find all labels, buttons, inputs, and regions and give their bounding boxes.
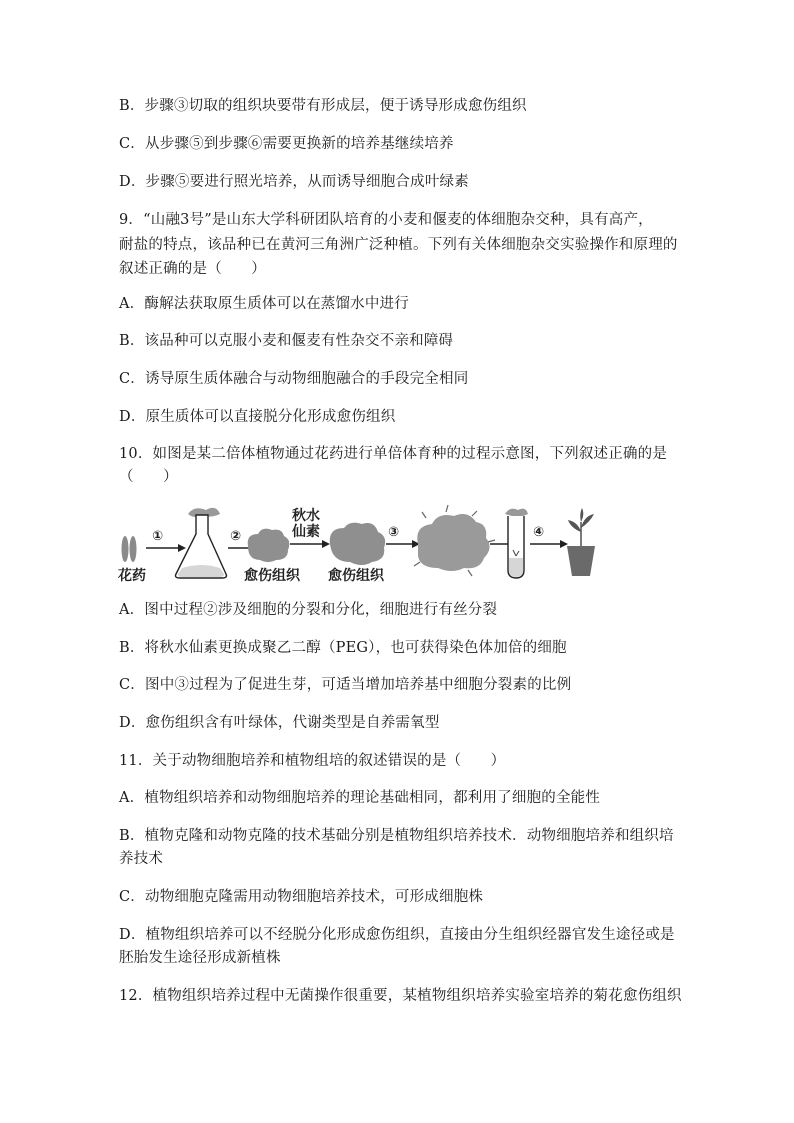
option-11b-line-2: 养技术 [119,851,164,867]
option-10a: A．图中过程②涉及细胞的分裂和分化，细胞进行有丝分裂 [119,602,498,618]
flask-icon [176,508,227,578]
question-11: 11．关于动物细胞培养和植物组培的叙述错误的是（ ） [119,753,506,769]
anther-shape [130,536,137,562]
option-9d: D．原生质体可以直接脱分化形成愈伤组织 [119,409,396,425]
option-11d-line-2: 胚胎发生途径形成新植株 [119,950,281,966]
option-9a: A．酶解法获取原生质体可以在蒸馏水中进行 [119,296,409,312]
arrow-3-head [322,540,330,548]
option-10d: D．愈伤组织含有叶绿体，代谢类型是自养需氧型 [119,715,440,731]
question-10-line-2: （ ） [119,469,178,485]
haploid-breeding-diagram [116,502,616,586]
step-4-label: ④ [533,525,545,540]
callus-2-icon [330,523,385,565]
label-anther: 花药 [118,568,146,584]
option-10c: C．图中③过程为了促进生芽，可适当增加培养基中细胞分裂素的比例 [119,677,572,693]
potted-plant-icon [567,508,595,576]
question-12: 12．植物组织培养过程中无菌操作很重要，某植物组织培养实验室培养的菊花愈伤组织 [119,988,682,1004]
test-tube-icon [505,509,528,578]
option-10b: B．将秋水仙素更换成聚乙二醇（PEG），也可获得染色体加倍的细胞 [119,640,567,656]
option-9b: B．该品种可以克服小麦和偃麦有性杂交不亲和障碍 [119,333,454,349]
option-11a: A．植物组织培养和动物细胞培养的理论基础相同，都利用了细胞的全能性 [119,790,601,806]
option-11b-line-1: B．植物克隆和动物克隆的技术基础分别是植物组织培养技术．动物细胞培养和组织培 [119,828,674,844]
arrow-1-head [178,544,186,552]
label-callus-1: 愈伤组织 [244,568,300,584]
arrow-6-head [560,540,568,548]
anther-shape [122,536,129,562]
colchicine-label-1: 秋水 [292,508,320,524]
option-9c: C．诱导原生质体融合与动物细胞融合的手段完全相同 [119,371,469,387]
option-8b: B．步骤③切取的组织块要带有形成层，便于诱导形成愈伤组织 [119,98,527,114]
label-callus-2: 愈伤组织 [328,568,384,584]
option-8c: C．从步骤⑤到步骤⑥需要更换新的培养基继续培养 [119,136,454,152]
question-10-line-1: 10．如图是某二倍体植物通过花药进行单倍体育种的过程示意图，下列叙述正确的是 [119,446,668,462]
step-1-label: ① [152,529,164,544]
step-3-label: ③ [388,525,400,540]
step-2-label: ② [230,529,242,544]
callus-with-shoots-icon [414,505,495,576]
question-9-line-2: 耐盐的特点，该品种已在黄河三角洲广泛种植。下列有关体细胞杂交实验操作和原理的 [119,237,678,253]
option-11c: C．动物细胞克隆需用动物细胞培养技术，可形成细胞株 [119,889,484,905]
colchicine-label-2: 仙素 [292,524,320,540]
option-11d-line-1: D．植物组织培养可以不经脱分化形成愈伤组织，直接由分生组织经器官发生途径或是 [119,927,675,943]
question-9-line-3: 叙述正确的是（ ） [119,261,266,277]
question-9-line-1: 9．“山融3号”是山东大学科研团队培育的小麦和偃麦的体细胞杂交种，具有高产， [119,212,653,228]
option-8d: D．步骤⑤要进行照光培养，从而诱导细胞合成叶绿素 [119,174,469,190]
callus-1-icon [248,529,290,562]
